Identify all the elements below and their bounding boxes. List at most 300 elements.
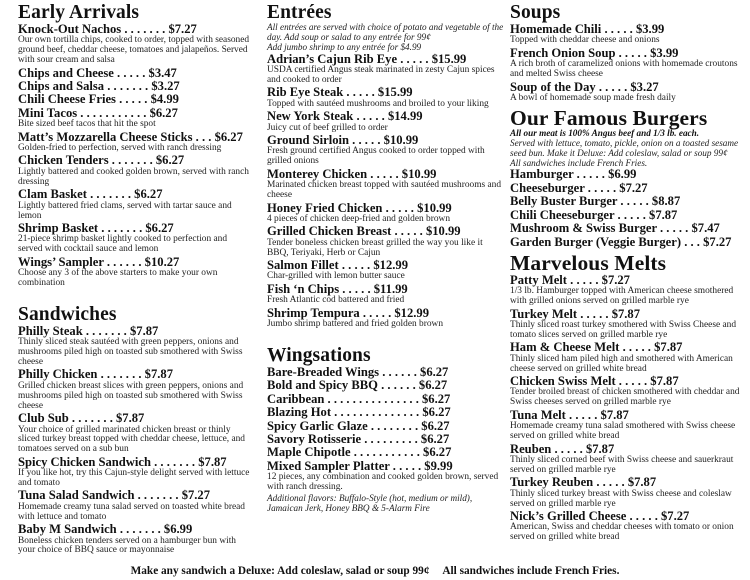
menu-item-title (510, 236, 748, 249)
dot-leader: . . . . . . . (86, 187, 135, 202)
item-name: Mixed Sampler Platter (267, 458, 390, 473)
section-note: Additional flavors: Buffalo-Style (hot, medium or mild), Jamaican Jerk, Honey BBQ & 5-Alarm Fire (267, 493, 473, 513)
menu-item (510, 510, 748, 543)
item-price: $7.87 (116, 411, 145, 426)
menu-item-title (510, 510, 748, 523)
menu-item (18, 222, 252, 255)
menu-item (267, 379, 505, 392)
menu-section-soups (510, 3, 748, 104)
menu-section-sandwiches (18, 305, 252, 557)
menu-item-title (18, 188, 252, 201)
item-name: Knock-Out Nachos (18, 22, 122, 36)
menu-item (510, 236, 748, 249)
item-name: Chili Cheese Fries (18, 92, 116, 107)
dot-leader: . . . . . (573, 167, 609, 182)
dot-leader: . . . . . . . . (367, 418, 422, 433)
menu-item-title (510, 222, 748, 235)
dot-leader: . . . . . (614, 207, 650, 222)
item-description: Lightly battered and cooked golden brown, served with ranch dressing (18, 166, 249, 187)
item-price: $6.99 (608, 167, 637, 182)
item-price: $6.27 (155, 153, 185, 168)
menu-item-title (510, 341, 748, 354)
menu-item-title (267, 225, 505, 238)
footer-deluxe-note: Make any sandwich a Deluxe: Add coleslaw, salad or soup 99¢ (130, 565, 430, 577)
menu-item (267, 393, 505, 406)
footer-note (0, 565, 750, 578)
menu-item (510, 222, 748, 235)
dot-leader: . . . . . (626, 508, 661, 523)
dot-leader: . . . . . (338, 258, 374, 273)
menu-item-title (267, 406, 505, 419)
item-description: If you like hot, try this Cajun-style delight served with lettuce and tomato (18, 468, 250, 489)
item-description: Homemade creamy tuna salad served on toasted white bread with lettuce and tomato (18, 501, 245, 522)
item-description: Golden-fried to perfection, served with ranch dressing (18, 143, 222, 154)
section-note: Served with lettuce, tomato, pickle, onion on a toasted sesame seed bun. Make it Deluxe: Add coleslaw, salad or soup 99¢ (510, 137, 739, 158)
menu-item-title (267, 259, 505, 272)
item-name: Homemade Chili (510, 22, 602, 36)
dot-leader: . . . . . . . (97, 367, 145, 382)
menu-item-title (267, 168, 505, 181)
item-name: Chili Cheeseburger (510, 207, 615, 222)
menu-item (18, 131, 252, 154)
item-name: Patty Melt (510, 272, 567, 287)
item-price: $6.27 (145, 220, 174, 235)
item-description: Fresh Atlantic cod battered and fried (267, 295, 405, 306)
menu-item (18, 93, 252, 106)
section-heading: Early Arrivals (18, 2, 140, 23)
item-description: Topped with cheddar cheese and onions (510, 35, 660, 46)
dot-leader: . . . . . (367, 166, 402, 181)
menu-item-title (510, 443, 748, 456)
item-price: $7.27 (181, 488, 211, 503)
dot-leader: . . . . . (349, 133, 384, 148)
menu-section-our-famous-burgers (510, 107, 748, 249)
menu-item (510, 47, 748, 80)
dot-leader: . . . . . (359, 305, 395, 320)
item-description: Thinly sliced roast turkey smothered with Swiss Cheese and tomato slices served on grilled marble rye (510, 320, 737, 340)
menu-item (510, 168, 748, 181)
menu-item (18, 80, 252, 93)
item-description: Topped with sautéed mushrooms and broiled to your liking (267, 98, 489, 109)
menu-item (18, 67, 252, 80)
dot-leader: . . . . . (615, 374, 651, 389)
dot-leader: . . . (192, 129, 215, 144)
dot-leader: . . . . . (397, 51, 432, 66)
section-note: All entrées are served with choice of potato and vegetable of the day. Add soup or salad to any entrée for 99¢ (267, 22, 504, 42)
item-price: $7.87 (654, 340, 683, 355)
dot-leader: . . . . . (353, 109, 388, 124)
item-description: 4 pieces of chicken deep-fried and golden brown (267, 213, 451, 224)
item-price: $10.99 (417, 200, 452, 215)
menu-item (267, 446, 505, 459)
item-name: Bold and Spicy BBQ (267, 378, 378, 393)
menu-item (18, 325, 252, 368)
item-name: New York Steak (267, 109, 354, 124)
menu-item-title (18, 368, 252, 381)
section-note: All sandwiches include French Fries. (510, 157, 648, 168)
dot-leader: . . . . . (565, 407, 601, 422)
menu-item-title (510, 81, 748, 94)
item-description: Homemade creamy tuna salad smothered with Swiss cheese served on grilled white bread (510, 421, 736, 442)
menu-item (18, 368, 252, 411)
dot-leader: . . . . . . . . . . . . . . (331, 405, 423, 420)
item-name: Chicken Swiss Melt (510, 374, 616, 389)
item-name: Salmon Fillet (267, 258, 339, 273)
item-price: $10.99 (425, 224, 461, 239)
item-price: $10.99 (401, 166, 437, 181)
dot-leader: . . . . . (113, 65, 149, 80)
menu-item-title (510, 409, 748, 422)
menu-item-title (267, 379, 505, 392)
dot-leader: . . . . . . . (121, 22, 169, 36)
menu-item (18, 256, 252, 289)
menu-column-middle (267, 3, 505, 517)
item-price: $6.27 (422, 405, 451, 420)
item-name: Chips and Cheese (18, 65, 114, 80)
item-description: Bite sized beef tacos that hit the spot (18, 119, 156, 130)
section-heading: Wingsations (267, 344, 371, 366)
item-description: Thinly sliced corned beef with Swiss cheese and sauerkraut served on grilled marble rye (510, 454, 734, 475)
section-heading: Soups (510, 2, 561, 23)
section-heading: Entrées (267, 2, 332, 23)
item-name: Tuna Melt (510, 407, 566, 422)
dot-leader: . . . . . (115, 92, 151, 107)
menu-column-left (18, 3, 252, 559)
menu-item (267, 366, 505, 379)
item-name: Blazing Hot (267, 405, 332, 420)
item-description: Boneless chicken tenders served on a hamburger bun with your choice of BBQ sauce or mayonnaise (18, 535, 236, 556)
item-description: Juicy cut of beef grilled to order (267, 122, 388, 133)
menu-item (267, 433, 505, 446)
item-price: $6.27 (421, 418, 450, 433)
item-name: Matt’s Mozzarella Cheese Sticks (18, 129, 193, 144)
menu-item (18, 107, 252, 130)
menu-item-title (267, 366, 505, 379)
item-price: $6.27 (214, 129, 243, 144)
section-heading: Marvelous Melts (510, 250, 667, 275)
item-description: 1/3 lb. Hamburger topped with American cheese smothered with grilled onions served on grilled marble rye (510, 286, 734, 307)
item-price: $7.87 (585, 441, 615, 456)
item-price: $6.27 (422, 391, 451, 406)
section-note: Add jumbo shrimp to any entrée for $4.99 (267, 41, 422, 52)
item-description: A rich broth of caramelized onions with homemade croutons and melted Swiss cheese (510, 59, 738, 80)
menu-item (510, 443, 748, 476)
menu-item-title (510, 209, 748, 222)
item-name: Mushroom & Swiss Burger (510, 221, 657, 236)
menu-item-title (18, 489, 252, 502)
item-description: Thinly sliced ham piled high and smothered with American cheese served on grilled white bread (510, 353, 733, 374)
item-price: $8.87 (651, 194, 681, 209)
item-description: Fresh ground certified Angus cooked to order topped with grilled onions (267, 146, 485, 167)
dot-leader: . . . . . (382, 200, 418, 215)
menu-item (510, 274, 748, 307)
menu-item-title (18, 154, 252, 167)
menu-item (510, 23, 748, 46)
dot-leader: . . . . . (339, 281, 374, 296)
item-name: Honey Fried Chicken (267, 200, 383, 215)
item-price: $3.99 (635, 22, 665, 36)
dot-leader: . . . . . . . (150, 454, 199, 469)
item-name: Club Sub (18, 411, 69, 426)
dot-leader: . . . . . . . (108, 153, 156, 168)
menu-item (510, 308, 748, 341)
menu-item-title (18, 23, 252, 36)
menu-item (267, 134, 505, 167)
item-price: $10.27 (144, 254, 180, 269)
menu-item (267, 110, 505, 133)
item-description: Your choice of grilled marinated chicken breast or thinly sliced turkey breast topped with cheddar cheese, lettuce, and tomatoes served on a sub bun (18, 424, 245, 455)
menu-item (510, 375, 748, 408)
item-price: $6.27 (418, 378, 448, 393)
menu-item-title (510, 23, 748, 36)
item-name: Savory Rotisserie (267, 432, 362, 446)
item-price: $4.99 (150, 92, 179, 107)
item-name: Belly Buster Burger (510, 194, 618, 209)
dot-leader: . . . . . . . (98, 220, 146, 235)
menu-item-title (267, 202, 505, 215)
item-description: Jumbo shrimp battered and fried golden brown (267, 319, 444, 330)
dot-leader: . . . . . (615, 45, 651, 60)
item-price: $12.99 (394, 305, 430, 320)
item-name: Grilled Chicken Breast (267, 224, 392, 239)
menu-item (18, 154, 252, 187)
dot-leader: . . . (681, 234, 704, 249)
item-name: Nick’s Grilled Cheese (510, 508, 627, 523)
dot-leader: . . . . . (619, 340, 655, 355)
menu-item-title (510, 274, 748, 287)
item-description: Thinly sliced steak sautéed with green peppers, onions and mushrooms piled high on toasted sub smothered with Swiss cheese (18, 337, 243, 368)
menu-item-title (267, 393, 505, 406)
menu-item (510, 476, 748, 509)
menu-item (510, 409, 748, 442)
item-name: Garden Burger (Veggie Burger) (510, 234, 682, 249)
item-price: $7.87 (649, 207, 678, 222)
item-name: Reuben (510, 441, 552, 456)
section-heading: Sandwiches (18, 303, 117, 325)
dot-leader: . . . . . . . (116, 522, 164, 537)
menu-column-right (510, 3, 748, 546)
dot-leader: . . . . . (601, 22, 636, 36)
menu-item (267, 202, 505, 225)
item-price: $7.87 (650, 374, 679, 389)
item-description: USDA certified Angus steak marinated in zesty Cajun spices and cooked to order (267, 65, 495, 86)
dot-leader: . . . . . (584, 180, 620, 195)
item-description: Tender broiled breast of chicken smothered with cheddar and Swiss cheeses served on grilled marble rye (510, 387, 740, 408)
menu-item (18, 188, 252, 221)
item-description: Char-grilled with lemon butter sauce (267, 271, 405, 282)
item-price: $3.27 (151, 79, 180, 94)
item-name: Shrimp Basket (18, 220, 99, 235)
item-name: Caribbean (267, 391, 325, 406)
item-description: Lightly battered fried clams, served with tartar sauce and lemon (18, 200, 232, 221)
menu-item-title (267, 110, 505, 123)
dot-leader: . . . . . . . . . . . (77, 105, 150, 120)
dot-leader: . . . . . (656, 221, 692, 236)
item-name: Clam Basket (18, 187, 87, 202)
menu-item-title (18, 523, 252, 536)
menu-item (267, 406, 505, 419)
item-name: Hamburger (510, 167, 574, 182)
dot-leader: . . . . . . . . . (361, 432, 421, 446)
menu-item-title (18, 67, 252, 80)
menu-item (267, 259, 505, 282)
dot-leader: . . . . . (593, 475, 628, 490)
item-name: Maple Chipotle (267, 445, 351, 460)
item-description: Choose any 3 of the above starters to make your own combination (18, 268, 218, 288)
item-name: Ham & Cheese Melt (510, 340, 620, 355)
menu-item-title (267, 446, 505, 459)
menu-item (510, 209, 748, 222)
item-price: $7.27 (168, 22, 197, 36)
item-price: $7.27 (601, 272, 630, 287)
menu-item (18, 23, 252, 66)
menu-item (510, 182, 748, 195)
item-price: $14.99 (387, 109, 423, 124)
menu-section-marvelous-melts (510, 252, 748, 543)
menu-item-title (510, 182, 748, 195)
menu-item-title (510, 476, 748, 489)
item-name: Rib Eye Steak (267, 85, 344, 100)
footer-fries-note: All sandwiches include French Fries. (442, 565, 620, 577)
item-name: Baby M Sandwich (18, 522, 117, 537)
section-note: All our meat is 100% Angus beef and 1/3 lb. each. (510, 127, 700, 138)
dot-leader: . . . . . (389, 458, 425, 473)
item-price: $15.99 (431, 51, 467, 66)
dot-leader: . . . . . . . (134, 488, 182, 503)
item-name: Cheeseburger (510, 180, 585, 195)
item-name: Adrian’s Cajun Rib Eye (267, 51, 398, 66)
item-name: Shrimp Tempura (267, 305, 360, 320)
item-name: Spicy Chicken Sandwich (18, 454, 151, 469)
item-description: Thinly sliced turkey breast with Swiss cheese and coleslaw served on grilled marble rye (510, 488, 732, 509)
section-heading: Our Famous Burgers (510, 105, 708, 130)
menu-item-title (510, 168, 748, 181)
item-price: $7.27 (619, 180, 648, 195)
item-price: $3.27 (630, 79, 659, 94)
dot-leader: . . . . . . (379, 364, 421, 379)
item-name: Turkey Reuben (510, 475, 594, 490)
menu-item (267, 225, 505, 258)
item-description: Grilled chicken breast slices with green peppers, onions and mushrooms piled high on toasted sub smothered with Swiss cheese (18, 380, 244, 411)
dot-leader: . . . . . . . . . . . (350, 445, 424, 460)
menu-item-title (18, 80, 252, 93)
dot-leader: . . . . . . . . . . . . . . . (324, 391, 422, 406)
menu-item (267, 460, 505, 493)
menu-item (267, 168, 505, 201)
menu-item-title (18, 412, 252, 425)
item-name: Chips and Salsa (18, 79, 105, 94)
item-description: A bowl of homemade soup made fresh daily (510, 92, 676, 103)
item-name: Philly Chicken (18, 367, 98, 382)
item-price: $7.87 (144, 367, 174, 382)
menu-item (18, 523, 252, 556)
item-name: Chicken Tenders (18, 153, 109, 168)
menu-item (510, 195, 748, 208)
item-description: 12 pieces, any combination and cooked golden brown, served with ranch dressing. (267, 472, 499, 493)
dot-leader: . . . . . (577, 306, 612, 321)
item-name: Ground Sirloin (267, 133, 350, 148)
dot-leader: . . . . . . (377, 378, 419, 393)
item-name: Tuna Salad Sandwich (18, 488, 135, 503)
menu-item (18, 456, 252, 489)
item-name: Turkey Melt (510, 306, 578, 321)
item-price: $12.99 (373, 258, 408, 273)
dot-leader: . . . . . . . (82, 323, 130, 338)
menu-item (267, 86, 505, 109)
item-price: $6.99 (163, 522, 193, 537)
item-name: French Onion Soup (510, 45, 616, 60)
item-price: $11.99 (373, 281, 408, 296)
item-price: $7.27 (661, 508, 690, 523)
menu-item (18, 412, 252, 455)
item-price: $3.47 (148, 65, 177, 80)
dot-leader: . . . . . (551, 441, 586, 456)
menu-item-title (267, 460, 505, 473)
item-price: $7.87 (627, 475, 657, 490)
menu-item (267, 307, 505, 330)
item-name: Soup of the Day (510, 79, 596, 94)
item-price: $7.87 (600, 407, 629, 422)
item-description: American, Swiss and cheddar cheeses with tomato or onion served on grilled white bread (510, 522, 734, 543)
item-name: Bare-Breaded Wings (267, 364, 380, 379)
item-description: Our own tortilla chips, cooked to order, topped with seasoned ground beef, cheddar cheese, tomatoes and jalapeños. Served with sour cream and salsa (18, 35, 250, 66)
item-price: $7.47 (691, 221, 720, 236)
dot-leader: . . . . . (343, 85, 378, 100)
item-price: $6.27 (134, 187, 163, 202)
menu-item (18, 489, 252, 522)
item-description: 21-piece shrimp basket lightly cooked to perfection and served with cocktail sauce and lemon (18, 234, 228, 255)
item-price: $9.99 (424, 458, 453, 473)
menu-item-title (510, 308, 748, 321)
item-price: $6.27 (420, 364, 449, 379)
menu-item (267, 53, 505, 86)
dot-leader: . . . . . (391, 224, 426, 239)
dot-leader: . . . . . (595, 79, 631, 94)
item-description: Marinated chicken breast topped with sautéed mushrooms and cheese (267, 180, 502, 201)
item-name: Mini Tacos (18, 105, 78, 120)
item-name: Spicy Garlic Glaze (267, 418, 368, 433)
dot-leader: . . . . . (567, 272, 602, 287)
menu-item-title (267, 86, 505, 99)
menu-section-early-arrivals (18, 3, 252, 289)
menu-item-title (267, 420, 505, 433)
menu-section-wingsations (267, 346, 505, 514)
item-price: $7.87 (129, 323, 159, 338)
menu-item (267, 283, 505, 306)
item-price: $3.99 (650, 45, 679, 60)
dot-leader: . . . . . . . (104, 79, 152, 94)
menu-item-title (510, 195, 748, 208)
item-name: Fish ‘n Chips (267, 281, 340, 296)
menu-item-title (267, 433, 505, 446)
item-name: Wings’ Sampler (18, 254, 104, 269)
item-price: $6.27 (423, 445, 452, 460)
dot-leader: . . . . . . . (68, 411, 116, 426)
dot-leader: . . . . . . (103, 254, 145, 269)
menu-section-entr-es (267, 3, 505, 330)
item-price: $15.99 (377, 85, 413, 100)
item-price: $7.87 (611, 306, 641, 321)
menu-item (510, 341, 748, 374)
item-name: Philly Steak (18, 323, 83, 338)
item-price: $6.27 (149, 105, 178, 120)
item-price: $10.99 (383, 133, 419, 148)
item-price: $7.87 (198, 454, 227, 469)
menu-item (267, 420, 505, 433)
menu-item-title (18, 93, 252, 106)
item-price: $7.27 (703, 234, 732, 249)
item-description: Tender boneless chicken breast grilled the way you like it BBQ, Teriyaki, Herb or Cajun (267, 237, 483, 258)
